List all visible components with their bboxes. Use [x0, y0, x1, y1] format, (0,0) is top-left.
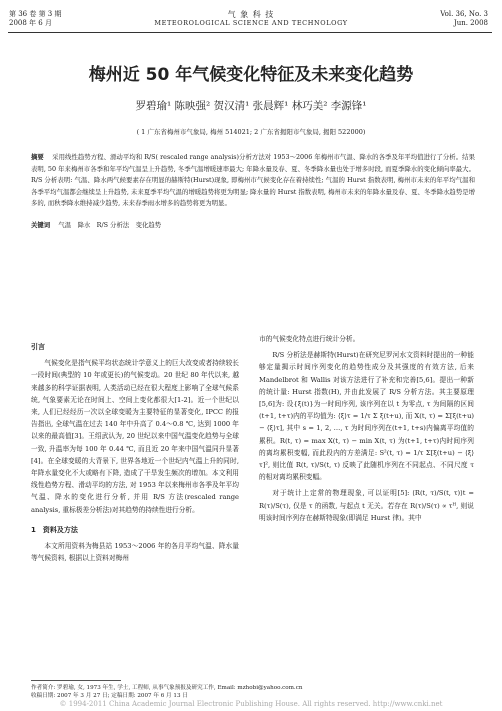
journal-name-en: METEOROLOGICAL SCIENCE AND TECHNOLOGY — [154, 19, 348, 27]
abstract-label: 摘要 — [31, 153, 44, 161]
abstract-text: 采用线性趋势方程、滑动平均和 R/S( rescaled range analysis)分析方法对 1953～2006 年梅州市气温、降水的各季及年平均值进行了分析。结果表明, 50 年来梅州市各季和年平均气温呈上升趋势, 冬季气温增暖速率最大; 年降水量及春、夏、冬季降水量也处于增多时段, 而夏季降水的变化倾向率最大。R/S 分析表明: 气温、降水两气候要素存在明显的赫斯特(Hurst)现象, 即梅州市气候变化存在着持续性; 气温的 Hurst 指数表明, 梅州市未来的年平均气温和各季平均气温都会继续呈上升趋势, 未来夏季平均气温的增暖趋势将更为明显; 降水量的 Hurst 指数表明, 梅州市未来的年降水量及春、夏、冬季降水趋势是增多的, 而秋季降水维持减少趋势, 未来春季雨水增多的趋势将更为明显。 — [31, 153, 475, 208]
journal-name-cn: 气 象 科 技 — [227, 10, 275, 19]
volume-issue: 第 36 卷 第 3 期 — [9, 10, 62, 18]
rs-method-paragraph: R/S 分析法是赫斯特(Hurst)在研究尼罗河水文资料时提出的一种能够定量揭示时间序列变化的趋势性成分及其强度的有效方法, 后来 Mandelbrot 和 Wallis 对该方法进行了补充和完善[5,6]。提出一种新的统计量: Hurst 指数(H), 并由此发展了 R/S 分析方法。其主要原理[5,6]为: 设{ξ(t)}为一时间序列, 该序列在以 t 为零点, τ 为间隔的区间(t+1, t+τ)内的平均值为: ⟨ξ⟩τ = 1/τ Σ ξ(t+u), 而 X(t, τ) = Σ[ξ(t+u) − ⟨ξ⟩τ], 其中 s = 1, 2, …, τ 为时间序列在(t+1, t+s)内偏离平均值的累积。R(t, τ) = max X(t, τ) − min X(t, τ) 为(t+1, t+τ)内时间序列的离均累积变幅, 而此段内的方差满足: S²(t, τ) = 1/τ Σ[ξ(t+u) − ⟨ξ⟩τ]², 则比值 R(t, τ)/S(t, τ) 反映了此随机序列在不同起点、不同尺度 τ 的相对离均累积变幅。 — [259, 351, 474, 482]
author-list: 罗碧瑜¹ 陈映强² 贺汉清¹ 张晨辉¹ 林巧美² 李源锋¹ — [135, 100, 367, 112]
right-column — [259, 333, 474, 528]
abstract — [31, 152, 475, 210]
footnote-rule — [31, 680, 121, 681]
issue-date-en: Jun. 2008 — [453, 19, 488, 27]
author-bio: 作者简介: 罗碧瑜, 女, 1973 年生, 学士, 工程师, 从事气象预报及研究工作, Email: mzhobi@yahoo.com.cn — [31, 685, 303, 691]
data-paragraph: 本文所用资料为梅县站 1953～2006 年的各月平均气温、降水量等气候资料, 根据以上资料对梅州 — [31, 542, 239, 563]
affiliation: ( 1 广东省梅州市气象局, 梅州 514021; 2 广东省揭阳市气象局, 揭阳 522000) — [136, 128, 366, 136]
section1-heading: 1 资料及方法 — [31, 525, 78, 534]
continued-paragraph: 市的气候变化特点进行统计分析。 — [259, 335, 360, 343]
keywords-text: 气温 降水 R/S 分析法 变化趋势 — [58, 221, 162, 229]
footnote — [31, 684, 302, 700]
header-rule — [8, 32, 492, 33]
volume-issue-en: Vol. 36, No. 3 — [440, 10, 488, 18]
left-column — [31, 333, 239, 568]
copyright-footer: © 1994-2011 China Academic Journal Electronic Publishing House. All rights reserved. http://www.cnki.net — [59, 700, 443, 708]
hurst-paragraph: 对于统计上定常的物理现象, 可以证明[5]: ⟨R(t, τ)/S(t, τ)⟩t = R(τ)/S(τ), 仅是 τ 的函数, 与起点 t 无关。若存在 R(τ)/S(τ) ∝ τᴴ, 则说明该时间序列存在赫斯特现象(即满足 Hurst 律)。其中 — [259, 489, 474, 522]
intro-paragraph: 气候变化是指气候平均状态统计学意义上的巨大改变或者持续较长一段时间(典型的 10 年或更长)的气候变动。20 世纪 80 年代以来, 越来越多的科学证据表明, 人类活动已经在很大程度上影响了全球气候系统, 气象要素无论在时间上、空间上变化都很大[1-2]。近一个世纪以来, 人们已经经历一次以全球变暖为主要特征的显著变化, IPCC 的报告指出, 全球气温在过去 140 年中升高了 0.4～0.8 ℃, 达到 1000 年以来的最高值[3]。王绍武认为, 20 世纪以来中国气温变化趋势与全球一致, 升温率为每 100 年 0.44 ℃, 而且近 20 年来中国气温同升显著[4]。在全球变暖的大背景下, 世界各地近一个世纪内气温上升的同时, 年降水量变化不大或略有下降, 造成了干旱发生频次的增加。本文利用线性趋势方程、滑动平均的方法, 对 1953 年以来梅州市各季及年平均气温、降水的变化进行分析, 并用 R/S 方法(rescaled range analysis, 重标极差分析法)对其趋势的持续性进行分析。 — [31, 359, 239, 514]
header-center — [0, 10, 502, 28]
received-date: 收稿日期: 2007 年 3 月 27 日; 定稿日期: 2007 年 6 月 13 日 — [31, 693, 188, 699]
paper-title: 梅州近 50 年气候变化特征及未来变化趋势 — [88, 65, 414, 85]
keywords — [31, 220, 475, 229]
header-right — [440, 10, 488, 28]
intro-heading: 引言 — [31, 343, 45, 351]
keywords-label: 关键词 — [31, 221, 51, 229]
issue-date: 2008 年 6 月 — [9, 19, 52, 27]
